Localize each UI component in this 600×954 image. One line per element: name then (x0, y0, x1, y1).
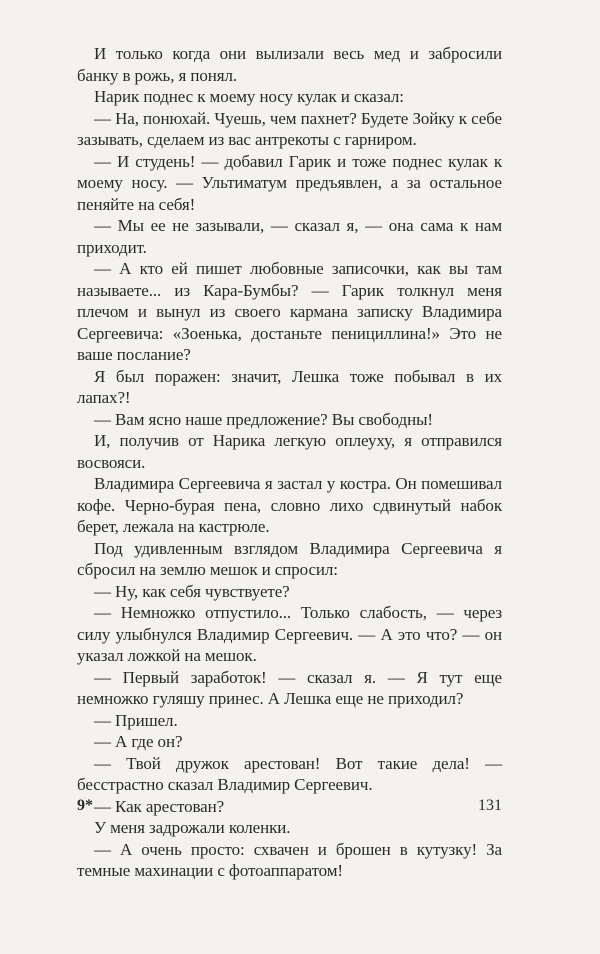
paragraph-17: — Твой дружок арестован! Вот такие дела! — бесстрастно сказал Владимир Сергеевич. (77, 753, 502, 794)
paragraph-19: У меня задрожали коленки. (94, 818, 291, 837)
paragraph-5: — Мы ее не зазывали, — сказал я, — она сама к нам приходит. (77, 216, 502, 257)
paragraph-2: Нарик поднес к моему носу кулак и сказал: (94, 87, 404, 106)
paragraph-20: — А очень просто: схвачен и брошен в кутузку! За темные махинации с фотоаппаратом! (77, 839, 502, 880)
paragraph-15: — Пришел. (94, 710, 178, 730)
paragraph-4: — И студень! — добавил Гарик и тоже поднес кулак к моему носу. — Ультиматум предъявлен, а за остальное пеняйте на себя! (77, 151, 502, 214)
paragraph-16: — А где он? (94, 732, 183, 751)
signature-mark: 9* (77, 797, 93, 814)
paragraph-11: Под удивленным взглядом Владимира Сергеевича я сбросил на землю мешок и спросил: (77, 538, 502, 579)
paragraph-10: Владимира Сергеевича я застал у костра. Он помешивал кофе. Черно-бурая пена, словно лихо сдвинутый набок берет, лежала на кастрюле. (77, 474, 502, 536)
paragraph-18: — Как арестован? (94, 796, 225, 816)
paragraph-12: — Ну, как себя чувствуете? (94, 581, 290, 601)
paragraph-8: — Вам ясно наше предложение? Вы свободны! (94, 409, 433, 429)
paragraph-3: — На, понюхай. Чуешь, чем пахнет? Будете Зойку к себе зазывать, сделаем из вас антрекоты с гарниром. (77, 108, 502, 149)
page-text (77, 43, 502, 882)
paragraph-7: Я был поражен: значит, Лешка тоже побывал в их лапах?! (77, 366, 502, 407)
paragraph-14: — Первый заработок! — сказал я. — Я тут еще немножко гуляшу принес. А Лешка еще не приходил? (77, 667, 502, 708)
paragraph-13: — Немножко отпустило... Только слабость, — через силу улыбнулся Владимир Сергеевич. — А это что? — он указал ложкой на мешок. (77, 603, 502, 665)
paragraph-6: — А кто ей пишет любовные записочки, как вы там называете... из Кара-Бумбы? — Гарик толкнул меня плечом и вынул из своего кармана записку Владимира Сергеевича: «Зоенька, достаньте пенициллина!» Это не ваше послание? (77, 259, 502, 364)
paragraph-9: И, получив от Нарика легкую оплеуху, я отправился восвояси. (77, 431, 502, 472)
paragraph-1: И только когда они вылизали весь мед и забросили банку в рожь, я понял. (77, 44, 502, 85)
page-number: 131 (478, 797, 502, 814)
